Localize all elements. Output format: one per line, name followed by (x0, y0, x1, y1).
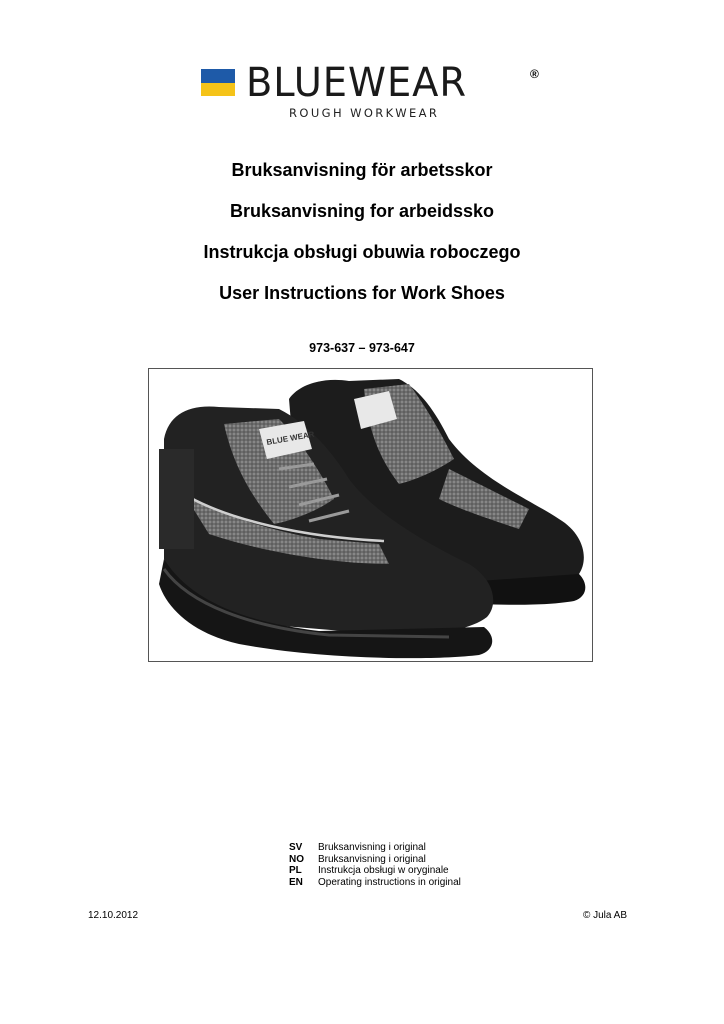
model-range: 973-637 – 973-647 (309, 341, 415, 355)
language-text: Bruksanvisning i original (318, 842, 426, 853)
language-code: NO (289, 853, 304, 865)
language-code: PL (289, 865, 302, 876)
title-polish: Instrukcja obsługi obuwia roboczego (203, 242, 521, 262)
language-code: EN (289, 876, 303, 888)
copyright-notice: © Jula AB (582, 910, 627, 921)
language-text: Bruksanvisning i original (318, 853, 426, 865)
title-english: User Instructions for Work Shoes (219, 283, 505, 303)
flag-blue-stripe (201, 69, 235, 83)
language-row (289, 842, 461, 854)
registered-mark: ® (530, 67, 539, 81)
brand-tagline: ROUGH WORKWEAR (289, 106, 440, 120)
language-text: Operating instructions in original (318, 876, 461, 888)
language-row (289, 854, 461, 866)
language-row (289, 877, 461, 889)
product-photo (148, 368, 593, 662)
brand-name: BLUEWEAR (246, 60, 468, 106)
work-shoes-image (149, 369, 592, 661)
language-code: SV (289, 842, 303, 853)
brand-logo (201, 60, 546, 124)
document-date: 12.10.2012 (88, 910, 139, 921)
shoe-tag-label: BLUE WEAR (265, 429, 316, 447)
language-row (289, 865, 461, 877)
flag-yellow-stripe (201, 83, 235, 96)
title-norwegian: Bruksanvisning for arbeidssko (229, 201, 495, 221)
title-swedish: Bruksanvisning för arbetsskor (231, 160, 493, 180)
language-list (289, 842, 461, 888)
language-text: Instrukcja obsługi w oryginale (318, 865, 449, 876)
